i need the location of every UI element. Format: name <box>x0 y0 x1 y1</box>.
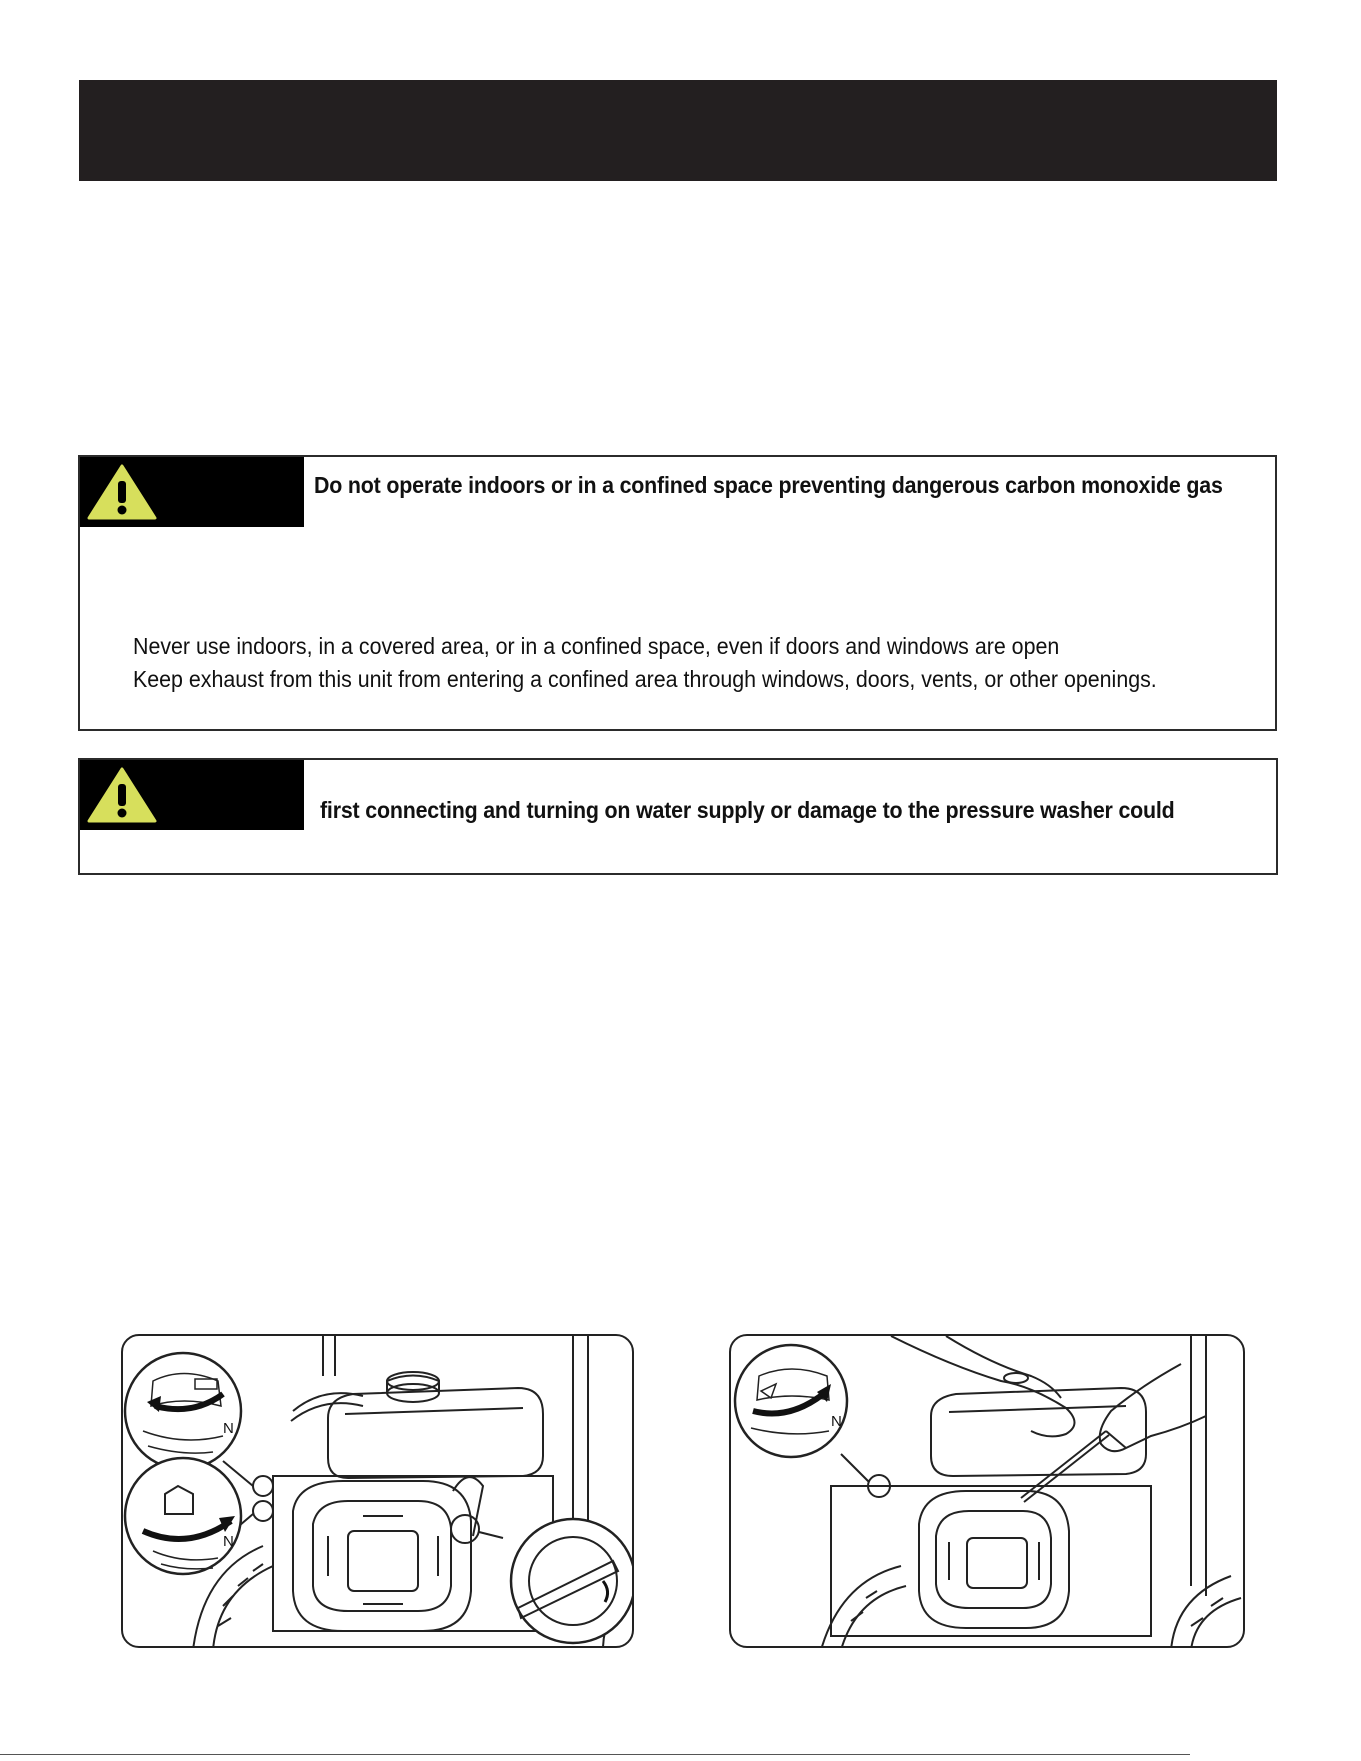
warning-box-water-supply <box>78 758 1278 875</box>
warning-box-carbon-monoxide <box>78 455 1277 731</box>
choke-lever-callout <box>125 1458 241 1574</box>
warning-instruction-line: Keep exhaust from this unit from entering a confined area through windows, doors, vents, or other openings. <box>133 666 1157 692</box>
engine-switch-callout <box>511 1519 634 1643</box>
warning-headline: Do not operate indoors or in a confined space preventing dangerous carbon monoxide gas <box>314 472 1223 498</box>
warning-triangle-icon <box>86 766 158 824</box>
fuel-valve-callout <box>125 1353 241 1469</box>
engine-controls-illustration <box>121 1334 634 1648</box>
fuel-valve-callout <box>735 1345 847 1457</box>
starter-pull-illustration <box>729 1334 1245 1648</box>
warning-instruction-line: Never use indoors, in a covered area, or in a confined space, even if doors and windows are open <box>133 633 1060 659</box>
warning-instructions <box>133 630 1157 696</box>
warning-tag <box>80 760 304 830</box>
footer-rule <box>0 1754 1190 1755</box>
page-header-bar <box>79 80 1277 181</box>
warning-headline: first connecting and turning on water supply or damage to the pressure washer could <box>320 797 1175 823</box>
starter-line-drawing <box>731 1336 1245 1648</box>
warning-tag <box>80 457 304 527</box>
callout-label: N <box>223 1533 234 1550</box>
engine-line-drawing <box>123 1336 634 1648</box>
warning-triangle-icon <box>86 463 158 521</box>
callout-label: N <box>831 1413 842 1430</box>
callout-label: N <box>223 1420 234 1437</box>
